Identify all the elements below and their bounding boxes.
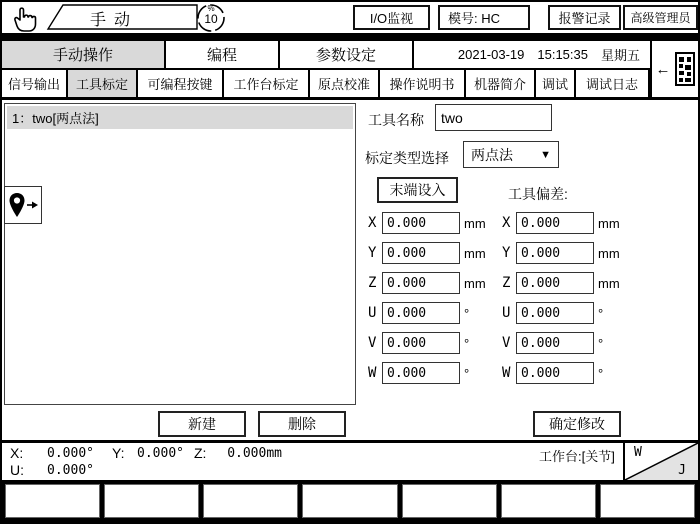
axis-z-left-input[interactable]	[382, 272, 460, 294]
tool-name-input[interactable]	[435, 104, 552, 131]
status-y-label: Y:	[112, 445, 125, 461]
axis-label: U	[502, 305, 511, 321]
axis-label: W	[502, 365, 511, 381]
function-key-1[interactable]	[5, 484, 100, 518]
axis-w-right-input[interactable]	[516, 362, 594, 384]
axis-label: W	[368, 365, 377, 381]
axis-y-right-input[interactable]	[516, 242, 594, 264]
status-u-label: U:	[10, 462, 24, 478]
worktable-mode-label: 工作台:[关节]	[539, 449, 615, 464]
new-tool-button[interactable]: 新建	[158, 411, 246, 437]
tab-machine-info[interactable]: 机器简介	[466, 70, 536, 97]
tool-list-item-selected[interactable]: 1：two[两点法]	[7, 106, 353, 129]
axis-unit: mm	[464, 275, 486, 291]
tool-offset-label: 工具偏差:	[508, 186, 568, 202]
axis-v-left-input[interactable]	[382, 332, 460, 354]
tab-programming[interactable]: 编程	[166, 41, 280, 68]
status-x-label: X:	[10, 445, 24, 461]
model-number-button[interactable]: 模号: HC	[438, 5, 530, 30]
back-arrow-icon[interactable]: ←	[655, 60, 671, 78]
axis-unit: mm	[464, 245, 486, 261]
axis-unit: °	[598, 305, 604, 321]
axis-unit: mm	[598, 275, 620, 291]
function-key-4[interactable]	[302, 484, 397, 518]
axis-label: V	[368, 335, 377, 351]
axis-row-v	[368, 332, 698, 354]
tab-parameter-setting[interactable]: 参数设定	[280, 41, 414, 68]
time-text: 15:15:35	[537, 47, 588, 62]
axis-row-w	[368, 362, 698, 384]
axis-v-right-input[interactable]	[516, 332, 594, 354]
alarm-record-button[interactable]: 报警记录	[548, 5, 621, 30]
mode-bottom-letter: J	[678, 463, 686, 478]
location-pin-icon	[8, 192, 26, 218]
calibration-type-select[interactable]	[463, 141, 559, 168]
status-y-value: 0.000°	[137, 446, 184, 461]
hand-manual-mode-icon	[10, 4, 44, 32]
coordinate-mode-toggle[interactable]	[623, 443, 698, 480]
end-set-button[interactable]: 末端设入	[377, 177, 458, 203]
tab-manual-operation[interactable]: 手动操作	[2, 41, 166, 68]
mode-label: 手动	[90, 12, 139, 29]
axis-u-right-input[interactable]	[516, 302, 594, 324]
tab-debug-log[interactable]: 调试日志	[576, 70, 650, 97]
chevron-down-icon: ▼	[540, 148, 551, 161]
axis-label: Y	[368, 245, 377, 261]
axis-unit: mm	[598, 215, 620, 231]
status-z-label: Z:	[194, 445, 207, 461]
axis-row-u	[368, 302, 698, 324]
delete-tool-button[interactable]: 删除	[258, 411, 346, 437]
axis-x-left-input[interactable]	[382, 212, 460, 234]
calibration-type-value: 两点法	[471, 146, 513, 163]
tab-debug[interactable]: 调试	[536, 70, 576, 97]
axis-row-x	[368, 212, 698, 234]
function-key-3[interactable]	[203, 484, 298, 518]
function-key-6[interactable]	[501, 484, 596, 518]
datetime-area	[414, 41, 650, 68]
axis-unit: °	[464, 335, 470, 351]
divider-strip	[2, 33, 698, 41]
primary-tab-row	[2, 41, 650, 70]
tool-list-panel	[4, 103, 356, 405]
axis-label: U	[368, 305, 377, 321]
jog-arrow-icon	[27, 200, 39, 210]
tab-origin-calibration[interactable]: 原点校准	[310, 70, 380, 97]
speed-percent-symbol: %	[207, 4, 215, 13]
function-key-bar	[2, 480, 698, 522]
tool-name-label: 工具名称	[368, 112, 424, 128]
axis-z-right-input[interactable]	[516, 272, 594, 294]
tab-tool-calibration[interactable]: 工具标定	[68, 70, 138, 97]
axis-unit: °	[464, 365, 470, 381]
axis-u-left-input[interactable]	[382, 302, 460, 324]
axis-unit: °	[598, 335, 604, 351]
status-bar	[2, 440, 698, 480]
calibration-type-label: 标定类型选择	[365, 150, 449, 166]
corner-icon-cell	[650, 41, 698, 97]
axis-value-grid	[368, 212, 698, 392]
axis-row-z	[368, 272, 698, 294]
speed-value: 10	[204, 12, 218, 26]
axis-unit: °	[464, 305, 470, 321]
axis-label: V	[502, 335, 511, 351]
axis-label: X	[502, 215, 511, 231]
tab-programmable-keys[interactable]: 可编程按键	[138, 70, 224, 97]
axis-label: Z	[502, 275, 511, 291]
keypad-grid-icon[interactable]	[675, 52, 695, 86]
function-key-5[interactable]	[402, 484, 497, 518]
axis-y-left-input[interactable]	[382, 242, 460, 264]
tab-worktable-calibration[interactable]: 工作台标定	[224, 70, 310, 97]
io-monitor-button[interactable]: I/O监视	[353, 5, 430, 30]
confirm-modify-button[interactable]: 确定修改	[533, 411, 621, 437]
axis-label: Y	[502, 245, 511, 261]
move-to-point-button[interactable]	[4, 186, 42, 224]
mode-top-letter: W	[634, 445, 642, 460]
admin-level-button[interactable]: 高级管理员	[623, 5, 698, 30]
top-bar	[2, 2, 698, 33]
tool-name-field-wrap	[435, 104, 552, 131]
status-x-value: 0.000°	[47, 446, 94, 461]
status-u-value: 0.000°	[47, 463, 94, 478]
tab-signal-output[interactable]: 信号输出	[2, 70, 68, 97]
status-z-value: 0.000mm	[227, 446, 282, 461]
axis-label: Z	[368, 275, 377, 291]
axis-unit: mm	[598, 245, 620, 261]
weekday-text: 星期五	[600, 48, 640, 63]
section-divider	[2, 97, 698, 100]
axis-unit: °	[598, 365, 604, 381]
function-key-7[interactable]	[600, 484, 695, 518]
secondary-tab-row	[2, 70, 650, 97]
function-key-2[interactable]	[104, 484, 199, 518]
axis-unit: mm	[464, 215, 486, 231]
axis-x-right-input[interactable]	[516, 212, 594, 234]
date-text: 2021-03-19	[457, 47, 525, 62]
axis-label: X	[368, 215, 377, 231]
tab-operation-manual[interactable]: 操作说明书	[380, 70, 466, 97]
axis-row-y	[368, 242, 698, 264]
axis-w-left-input[interactable]	[382, 362, 460, 384]
